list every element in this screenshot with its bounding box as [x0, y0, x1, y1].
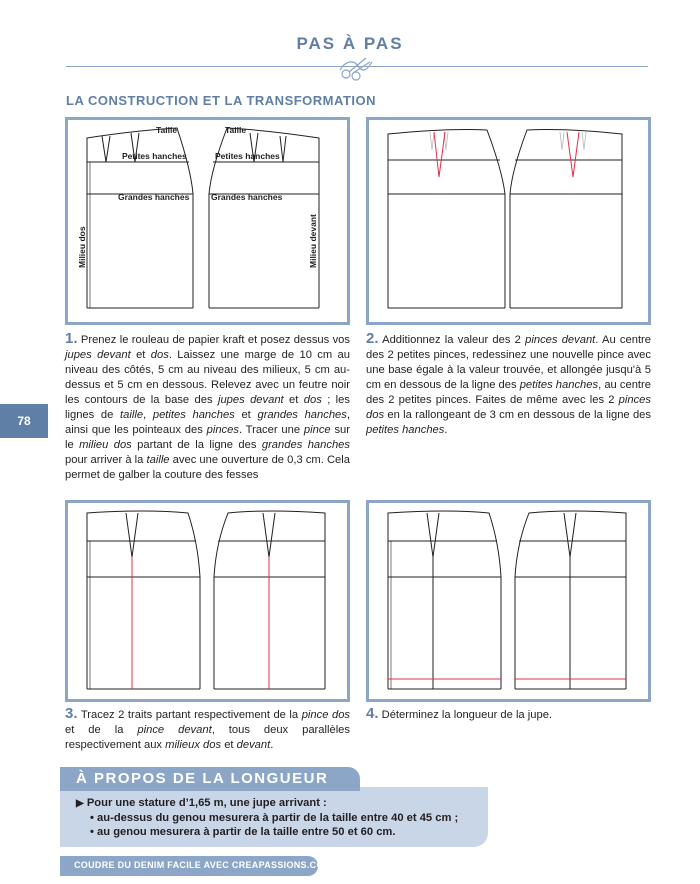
triangle-right-icon: ▶ [76, 798, 84, 809]
step-4-body: Déterminez la longueur de la jupe. [381, 709, 553, 721]
diagram-panel-3 [65, 500, 350, 702]
page-number: 78 [0, 404, 48, 438]
label-milieu-dos: Milieu dos [77, 226, 87, 268]
bullet-icon: • [90, 826, 94, 838]
step-3-number: 3. [65, 705, 78, 722]
step-1-body: Prenez le rouleau de papier kraft et posez dessus vos jupes devant et dos. Laissez une marge de 10 cm au niveau des côtés, 5 cm au niveau des milieux, 5 cm au-dessus et 5 cm en dessous. Relevez avec un feutre noir les contours de la base des jupes devant et dos ; les lignes de taille, petites hanches et grandes hanches, ainsi que les pointeaux des pinces. Tracer une pince sur le milieu dos partant de la ligne des grandes hanches pour arriver à la taille avec une ouverture de 0,3 cm. Cela permet de galber la couture des fesses [65, 334, 351, 481]
label-taille-back: Taille [156, 125, 178, 135]
step-3-body: Tracez 2 traits partant respectivement de la pince dos et de la pince devant, tous deux parallèles respectivement aux milieux dos et devant. [65, 709, 351, 751]
step-2-number: 2. [366, 330, 379, 347]
chapter-title: PAS À PAS [296, 34, 404, 53]
section-title: LA CONSTRUCTION ET LA TRANSFORMATION [66, 93, 376, 108]
label-petites-hanches-front: Petites hanches [215, 151, 280, 161]
step-1-text [65, 331, 350, 483]
propos-lead-line [76, 796, 458, 811]
step-1-number: 1. [65, 330, 78, 347]
label-taille-front: Taille [225, 125, 247, 135]
propos-content [76, 796, 458, 839]
skirt-dart-diagram [369, 120, 648, 322]
propos-item-1: au-dessus du genou mesurera à partir de la taille entre 40 et 45 cm ; [97, 812, 459, 824]
step-3-text [65, 706, 350, 753]
bullet-icon: • [90, 812, 94, 824]
skirt-length-diagram [369, 503, 648, 699]
step-2-text [366, 331, 651, 438]
skirt-parallel-lines-diagram [68, 503, 347, 699]
label-petites-hanches-back: Petites hanches [122, 151, 187, 161]
diagram-panel-1 [65, 117, 350, 325]
header-divider [66, 66, 648, 67]
propos-lead: Pour une stature d’1,65 m, une jupe arrivant : [86, 797, 327, 809]
label-milieu-devant: Milieu devant [308, 214, 318, 268]
step-2-body: Additionnez la valeur des 2 pinces devant. Au centre des 2 petites pinces, redessinez une nouvelle pince avec une base égale à la valeur trouvée, et allongée jusqu'à 5 cm en dessous de la ligne des petites hanches, au centre des 2 petites pinces. Faites de même avec les 2 pinces dos en la rallongeant de 3 cm en dessous de la ligne des petites hanches. [366, 334, 652, 436]
propos-item-2: au genou mesurera à partir de la taille entre 50 et 60 cm. [97, 826, 396, 838]
sewing-scissors-thread-icon [336, 54, 376, 82]
diagram-panel-4 [366, 500, 651, 702]
step-4-text [366, 706, 651, 723]
propos-item [76, 825, 458, 839]
label-grandes-hanches-front: Grandes hanches [211, 192, 283, 202]
footer-text: COUDRE DU DENIM FACILE AVEC CREAPASSIONS.COM [74, 860, 332, 870]
propos-item [76, 811, 458, 825]
diagram-panel-2 [366, 117, 651, 325]
propos-title: À PROPOS DE LA LONGUEUR [76, 770, 329, 787]
label-grandes-hanches-back: Grandes hanches [118, 192, 190, 202]
step-4-number: 4. [366, 705, 379, 722]
skirt-base-diagram [68, 120, 347, 322]
